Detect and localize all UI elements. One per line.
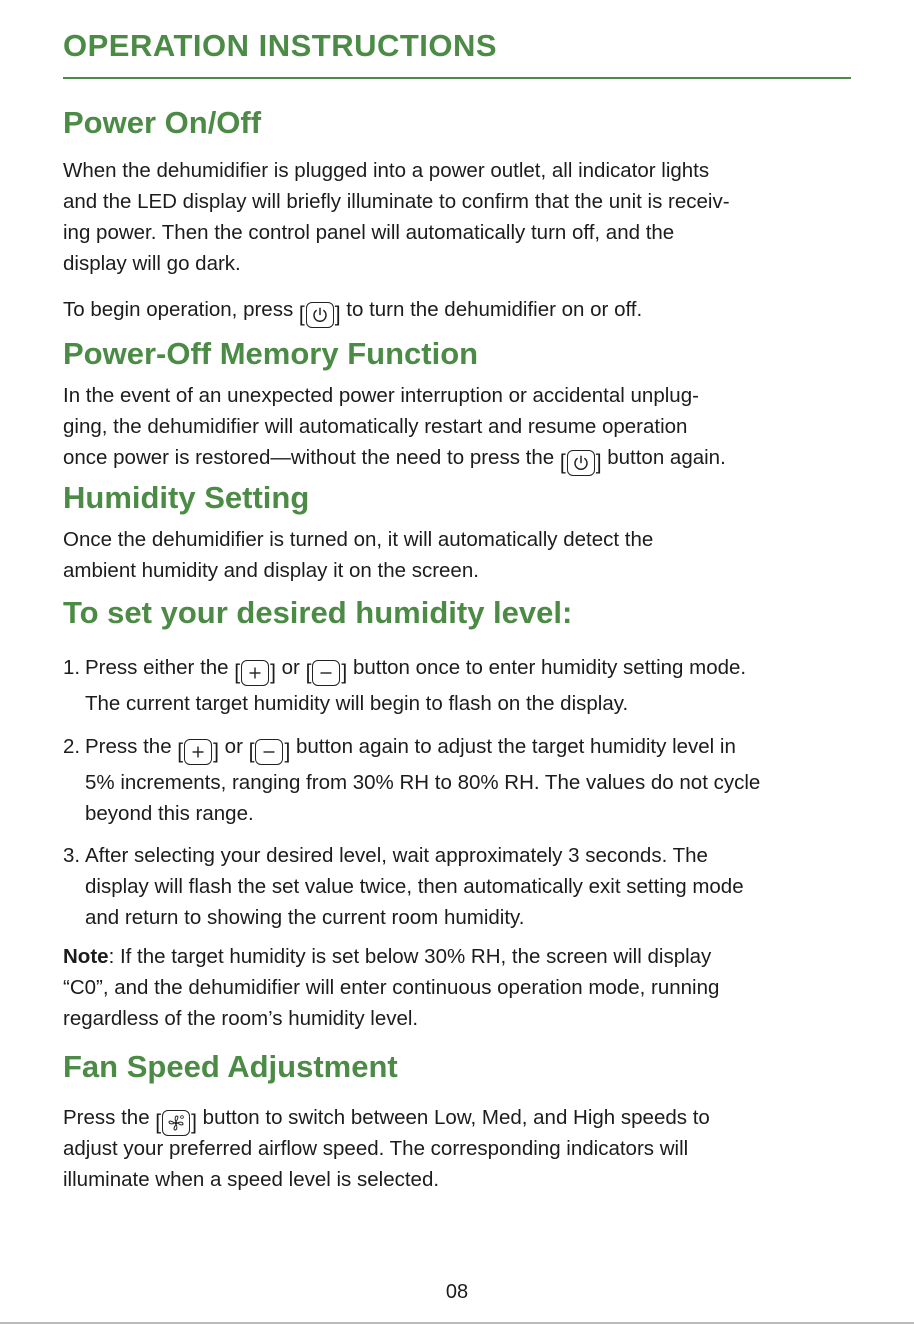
power-icon	[311, 306, 329, 324]
memory-line-1: In the event of an unexpected power interruption or accidental unplug-	[63, 384, 699, 407]
fan-line-1-before: Press the	[63, 1106, 156, 1129]
item3-line-2: display will flash the set value twice, then automatically exit setting mode	[85, 875, 744, 898]
item2-text-b: button again to adjust the target humidity level in	[290, 735, 736, 758]
title-divider	[63, 77, 851, 79]
fan-button-symbol: [ ]	[155, 1111, 197, 1134]
power-heading: Power On/Off	[63, 105, 262, 140]
fan-paragraph	[63, 1102, 853, 1195]
item2-line-2: 5% increments, ranging from 30% RH to 80% RH. The values do not cycle	[85, 771, 761, 794]
plus-icon	[247, 665, 263, 681]
power-instruction-after: to turn the dehumidifier on or off.	[340, 298, 643, 321]
item3-line-3: and return to showing the current room humidity.	[85, 906, 525, 929]
list-item	[63, 840, 744, 933]
note-paragraph	[63, 941, 853, 1034]
plus-button-symbol: [ ]	[234, 661, 276, 684]
page-title: OPERATION INSTRUCTIONS	[63, 28, 498, 63]
plus-icon	[190, 744, 206, 760]
memory-line-2: ging, the dehumidifier will automatically restart and resume operation	[63, 415, 688, 438]
memory-line-3-after: button again.	[601, 446, 726, 469]
minus-icon	[318, 665, 334, 681]
minus-icon	[261, 744, 277, 760]
list-item	[63, 652, 746, 719]
list-number: 1.	[63, 656, 81, 679]
item1-text-a: Press either the	[85, 656, 235, 679]
fan-heading: Fan Speed Adjustment	[63, 1049, 398, 1084]
page-number: 08	[445, 1281, 469, 1303]
fan-line-3: illuminate when a speed level is selected.	[63, 1168, 440, 1191]
item2-line-3: beyond this range.	[85, 802, 254, 825]
humidity-paragraph	[63, 524, 853, 586]
item1-line-2: The current target humidity will begin to flash on the display.	[85, 692, 629, 715]
minus-button-symbol: [ ]	[305, 661, 348, 684]
memory-heading: Power-Off Memory Function	[63, 336, 479, 371]
note-line-2: “C0”, and the dehumidifier will enter continuous operation mode, running	[63, 976, 720, 999]
item1-text-b: button once to enter humidity setting mode.	[347, 656, 747, 679]
humidity-line-1: Once the dehumidifier is turned on, it will automatically detect the	[63, 528, 654, 551]
fan-line-2: adjust your preferred airflow speed. The corresponding indicators will	[63, 1137, 689, 1160]
list-item	[63, 731, 760, 829]
power-instruction	[63, 294, 853, 330]
fan-icon	[166, 1113, 186, 1133]
power-line-3: ing power. Then the control panel will automatically turn off, and the	[63, 221, 675, 244]
list-number: 3.	[63, 844, 81, 867]
power-icon	[572, 454, 590, 472]
item3-line-1: After selecting your desired level, wait approximately 3 seconds. The	[85, 844, 708, 867]
item2-text-a: Press the	[85, 735, 178, 758]
humidity-heading: Humidity Setting	[63, 480, 310, 515]
power-instruction-before: To begin operation, press	[63, 298, 299, 321]
power-button-symbol: [ ]	[298, 303, 341, 326]
memory-paragraph	[63, 380, 853, 473]
list-number: 2.	[63, 735, 81, 758]
power-button-symbol: [ ]	[559, 451, 602, 474]
note-line-3: regardless of the room’s humidity level.	[63, 1007, 419, 1030]
note-line-1: : If the target humidity is set below 30% RH, the screen will display	[108, 945, 712, 968]
memory-line-3-before: once power is restored—without the need to press the	[63, 446, 560, 469]
power-line-2: and the LED display will briefly illuminate to confirm that the unit is receiv-	[63, 190, 730, 213]
power-line-1: When the dehumidifier is plugged into a power outlet, all indicator lights	[63, 159, 710, 182]
fan-line-1-after: button to switch between Low, Med, and High speeds to	[196, 1106, 710, 1129]
plus-button-symbol: [ ]	[177, 740, 219, 763]
minus-button-symbol: [ ]	[248, 740, 291, 763]
note-label: Note	[63, 945, 109, 968]
power-line-4: display will go dark.	[63, 252, 241, 275]
set-level-heading: To set your desired humidity level:	[63, 595, 573, 630]
item1-or: or	[275, 656, 306, 679]
item2-or: or	[218, 735, 249, 758]
power-paragraph	[63, 155, 853, 279]
humidity-line-2: ambient humidity and display it on the screen.	[63, 559, 479, 582]
memory-line-3	[63, 442, 853, 473]
